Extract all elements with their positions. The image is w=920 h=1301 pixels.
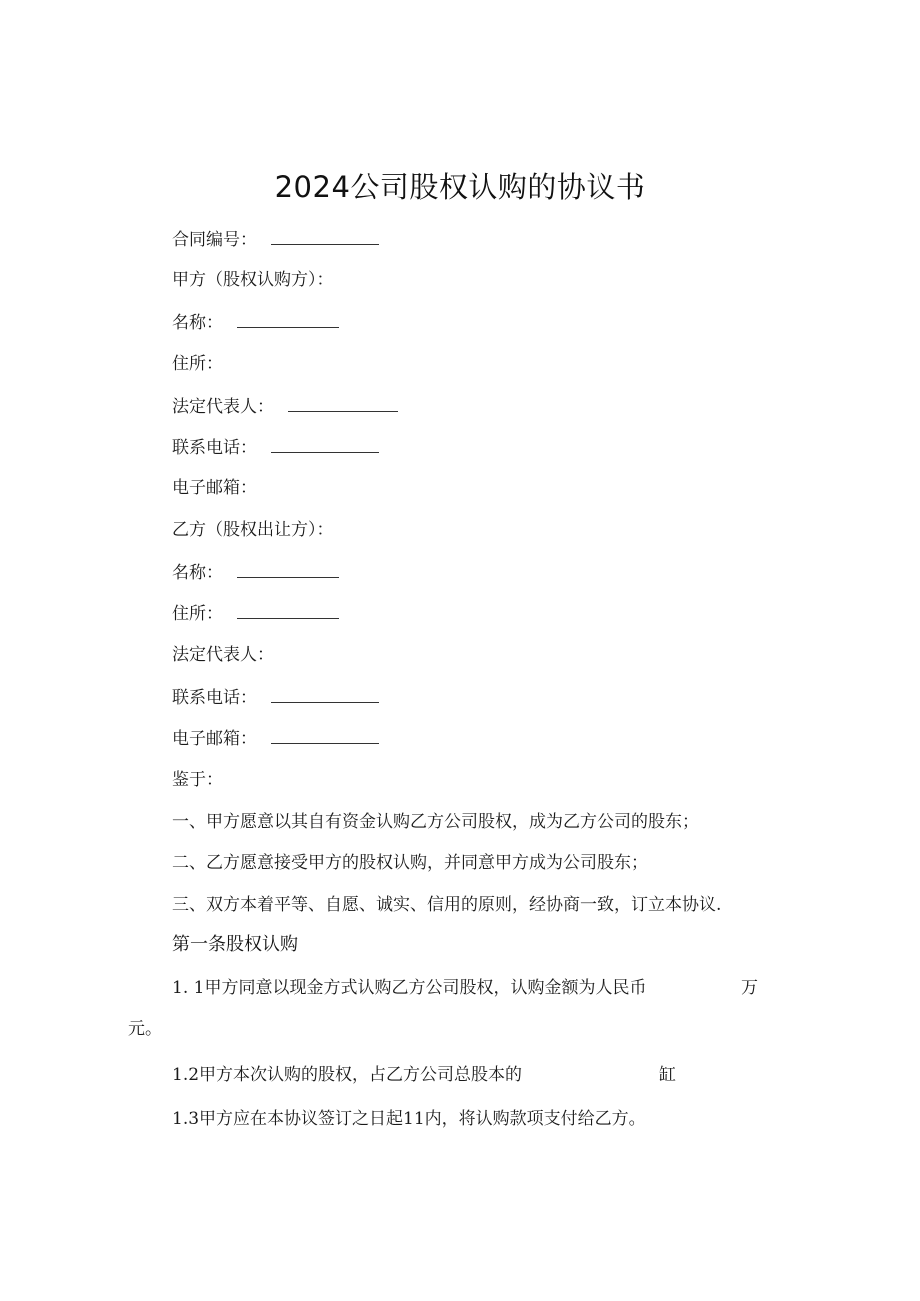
party-b-address-blank[interactable] — [237, 602, 339, 619]
party-a-name-row — [172, 311, 339, 334]
party-b-address-row — [172, 602, 339, 625]
party-b-email-blank[interactable] — [271, 727, 379, 744]
party-b-phone-row — [172, 686, 379, 709]
whereas-item-2: 二、乙方愿意接受甲方的股权认购，并同意甲方成为公司股东； — [172, 853, 648, 873]
whereas-label: 鉴于： — [172, 770, 223, 790]
party-b-name-blank[interactable] — [237, 561, 339, 578]
party-a-email-label: 电子邮箱： — [172, 478, 257, 498]
party-a-name-label: 名称： — [172, 313, 223, 333]
contract-number-row — [172, 228, 379, 251]
clause-1-1-text: 1. 1甲方同意以现金方式认购乙方公司股权，认购金额为人民币 — [172, 978, 647, 998]
clause-1-2-tail: 缸 — [659, 1065, 676, 1085]
party-b-email-label: 电子邮箱： — [172, 729, 257, 749]
document-title: 2024公司股权认购的协议书 — [274, 170, 646, 204]
party-a-phone-label: 联系电话： — [172, 438, 257, 458]
party-b-name-row — [172, 561, 339, 584]
whereas-item-3: 三、双方本着平等、自愿、诚实、信用的原则，经协商一致，订立本协议. — [172, 895, 722, 915]
whereas-item-1: 一、甲方愿意以其自有资金认购乙方公司股权，成为乙方公司的股东； — [172, 812, 699, 832]
clause-1-3-text: 1.3甲方应在本协议签订之日起11内，将认购款项支付给乙方。 — [172, 1109, 646, 1129]
party-a-phone-row — [172, 436, 379, 459]
party-a-rep-row — [172, 395, 398, 418]
party-a-rep-blank[interactable] — [288, 395, 398, 412]
party-b-phone-blank[interactable] — [271, 686, 379, 703]
party-b-address-label: 住所： — [172, 604, 223, 624]
party-b-email-row — [172, 727, 379, 750]
party-a-phone-blank[interactable] — [271, 436, 379, 453]
party-b-phone-label: 联系电话： — [172, 688, 257, 708]
clause-1-1-wrap: 元。 — [128, 1019, 162, 1039]
clause-1-2-text: 1.2甲方本次认购的股权，占乙方公司总股本的 — [172, 1065, 523, 1085]
party-b-name-label: 名称： — [172, 563, 223, 583]
article-1-heading: 第一条股权认购 — [172, 934, 298, 955]
party-b-rep-label: 法定代表人： — [172, 645, 274, 665]
contract-number-blank[interactable] — [271, 228, 379, 245]
party-a-rep-label: 法定代表人： — [172, 397, 274, 417]
party-a-name-blank[interactable] — [237, 311, 339, 328]
party-a-heading: 甲方（股权认购方）： — [172, 270, 334, 290]
clause-1-1-tail: 万 — [741, 978, 758, 998]
party-b-heading: 乙方（股权出让方）： — [172, 520, 334, 540]
party-a-address-label: 住所： — [172, 354, 223, 374]
contract-number-label: 合同编号： — [172, 230, 257, 250]
